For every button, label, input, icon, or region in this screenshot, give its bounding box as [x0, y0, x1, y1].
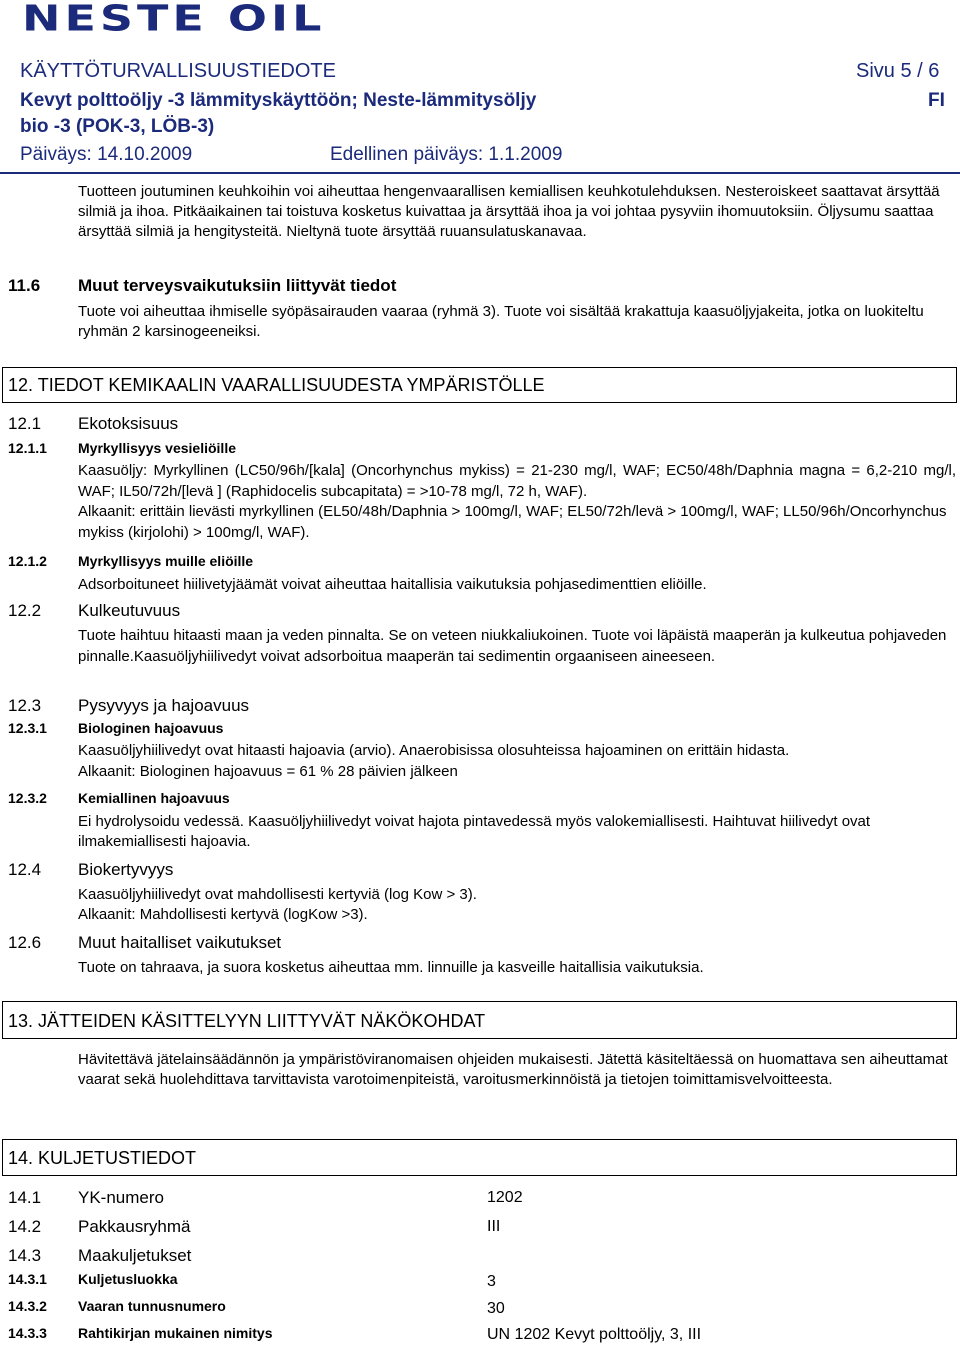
paragraph: Tuote haihtuu hitaasti maan ja veden pinnalta. Se on veteen niukkaliukoinen. Tuote voi läpäistä maaperän ja kulkeutua pohjaveden pinnalle.Kaasuöljyhiilivedyt voivat adsorboitua maaperän tai sedimentin orgaaniseen aineeseen. [78, 627, 947, 665]
subsection-number: 12.1 [8, 414, 42, 433]
paragraph: Ei hydrolysoidu vedessä. Kaasuöljyhiilivedyt voivat hajota pintavedessä myös valokemiallisesti. Haihtuvat hiilivedyt ovat ilmakemiallisesti hajoavia. [78, 813, 871, 850]
language-code: FI [928, 90, 945, 111]
subsection-title: Biologinen hajoavuus [78, 720, 224, 736]
paragraph: Kaasuöljy: Myrkyllinen (LC50/96h/[kala] (Oncorhynchus mykiss) = 21-230 mg/l, WAF; EC50/48h/Daphnia magna = 6,2-210 mg/l, WAF; IL50/72h/[levä ] (Raphidocelis subcapitata) = >10-78 mg/l, 72 h, WAF). [78, 462, 956, 500]
subsection-number: 14.1 [8, 1188, 42, 1207]
section-header-12: 12. TIEDOT KEMIKAALIN VAARALLISUUDESTA YMPÄRISTÖLLE [2, 367, 957, 403]
subsection-title: Biokertyvyys [78, 860, 174, 879]
paragraph: Hävitettävä jätelainsäädännön ja ympäristöviranomaisen ohjeiden mukaisesti. Jätettä käsiteltäessä on huomattava sen aiheuttamat vaarat sekä huolehdittava tarvittavista varotoimenpiteistä, varoitusmerkinnöistä ja tietojen toimittamisvelvoitteesta. [78, 1051, 948, 1088]
subsection-number: 12.3.1 [8, 720, 47, 736]
subsection-number: 14.3 [8, 1246, 42, 1265]
subsection-title: Ekotoksisuus [78, 414, 179, 433]
field-label: Maakuljetukset [78, 1246, 192, 1265]
subsection-number: 12.6 [8, 933, 42, 952]
intro-text: Tuotteen joutuminen keuhkoihin voi aiheuttaa hengenvaarallisen kemiallisen keuhkotulehduksen. Nesteroiskeet saattavat ärsyttää silmiä ja ihoa. Pitkäaikainen tai toistuva kosketus kuivattaa ja ärsyttää ihoa ja voi johtaa pysyviin ihomuutoksiin. Öljysumu saattaa ärsyttää silmiä ja hengitysteitä. Nieltynä tuote ärsyttää ruuansulatuskanavaa. [78, 183, 940, 240]
subsection-number: 12.1.1 [8, 440, 47, 456]
field-label: Kuljetusluokka [78, 1271, 178, 1287]
product-name-line1: Kevyt polttoöljy -3 lämmityskäyttöön; Neste-lämmitysöljy [20, 90, 537, 111]
subsection-title: Kulkeutuvuus [78, 601, 181, 620]
subsection-title: Pysyvyys ja hajoavuus [78, 696, 250, 715]
field-value: 1202 [487, 1189, 523, 1206]
subsection-number: 14.2 [8, 1217, 42, 1236]
field-value: UN 1202 Kevyt polttoöljy, 3, III [487, 1326, 702, 1343]
section-number: 11.6 [8, 276, 41, 295]
section-title: Muut terveysvaikutuksiin liittyvät tiedot [78, 276, 397, 295]
subsection-title: Myrkyllisyys vesieliöille [78, 440, 236, 456]
page-number: Sivu 5 / 6 [856, 60, 940, 82]
field-value: 30 [487, 1300, 505, 1317]
document-title: KÄYTTÖTURVALLISUUSTIEDOTE [20, 60, 336, 82]
issue-date: Päiväys: 14.10.2009 [20, 144, 193, 165]
paragraph: Kaasuöljyhiilivedyt ovat mahdollisesti kertyviä (log Kow > 3). [78, 886, 477, 903]
field-value: III [487, 1218, 501, 1235]
header-divider [0, 172, 960, 174]
paragraph: Alkaanit: erittäin lievästi myrkyllinen (EL50/48h/Daphnia > 100mg/l, WAF; EL50/72h/levä > 100mg/l, WAF; LL50/96h/Oncorhynchus mykiss (kirjolohi) > 100mg/l, WAF). [78, 503, 947, 541]
neste-oil-logo: NESTE OIL [22, 0, 326, 39]
section-header-14: 14. KULJETUSTIEDOT [2, 1139, 957, 1176]
paragraph: Alkaanit: Biologinen hajoavuus = 61 % 28 päivien jälkeen [78, 763, 458, 780]
paragraph: Tuote on tahraava, ja suora kosketus aiheuttaa mm. linnuille ja kasveille haitallisia vaikutuksia. [78, 959, 704, 976]
field-label: Rahtikirjan mukainen nimitys [78, 1325, 273, 1341]
subsection-number: 12.1.2 [8, 553, 47, 569]
subsection-number: 14.3.2 [8, 1298, 47, 1314]
subsection-title: Myrkyllisyys muille eliöille [78, 553, 254, 569]
subsection-number: 12.4 [8, 860, 42, 879]
paragraph: Alkaanit: Mahdollisesti kertyvä (logKow >3). [78, 906, 368, 923]
field-label: YK-numero [78, 1188, 164, 1207]
subsection-number: 12.3 [8, 696, 42, 715]
field-label: Vaaran tunnusnumero [78, 1298, 226, 1314]
subsection-number: 14.3.3 [8, 1325, 47, 1341]
field-label: Pakkausryhmä [78, 1217, 191, 1236]
subsection-number: 12.3.2 [8, 790, 47, 806]
section-text: Tuote voi aiheuttaa ihmiselle syöpäsairauden vaaraa (ryhmä 3). Tuote voi sisältää krakattuja kaasuöljyjakeita, jotka on luokiteltu ryhmän 2 karsinogeeneiksi. [78, 303, 924, 340]
subsection-number: 14.3.1 [8, 1271, 47, 1287]
subsection-title: Kemiallinen hajoavuus [78, 790, 230, 806]
previous-date: Edellinen päiväys: 1.1.2009 [330, 144, 563, 165]
product-name-line2: bio -3 (POK-3, LÖB-3) [20, 116, 215, 137]
subsection-number: 12.2 [8, 601, 42, 620]
section-header-13: 13. JÄTTEIDEN KÄSITTELYYN LIITTYVÄT NÄKÖKOHDAT [2, 1001, 957, 1039]
field-value: 3 [487, 1273, 496, 1290]
subsection-title: Muut haitalliset vaikutukset [78, 933, 282, 952]
paragraph: Adsorboituneet hiilivetyjäämät voivat aiheuttaa haitallisia vaikutuksia pohjasedimenttien eliöille. [78, 576, 707, 593]
paragraph: Kaasuöljyhiilivedyt ovat hitaasti hajoavia (arvio). Anaerobisissa olosuhteissa hajoaminen on erittäin hidasta. [78, 742, 790, 759]
